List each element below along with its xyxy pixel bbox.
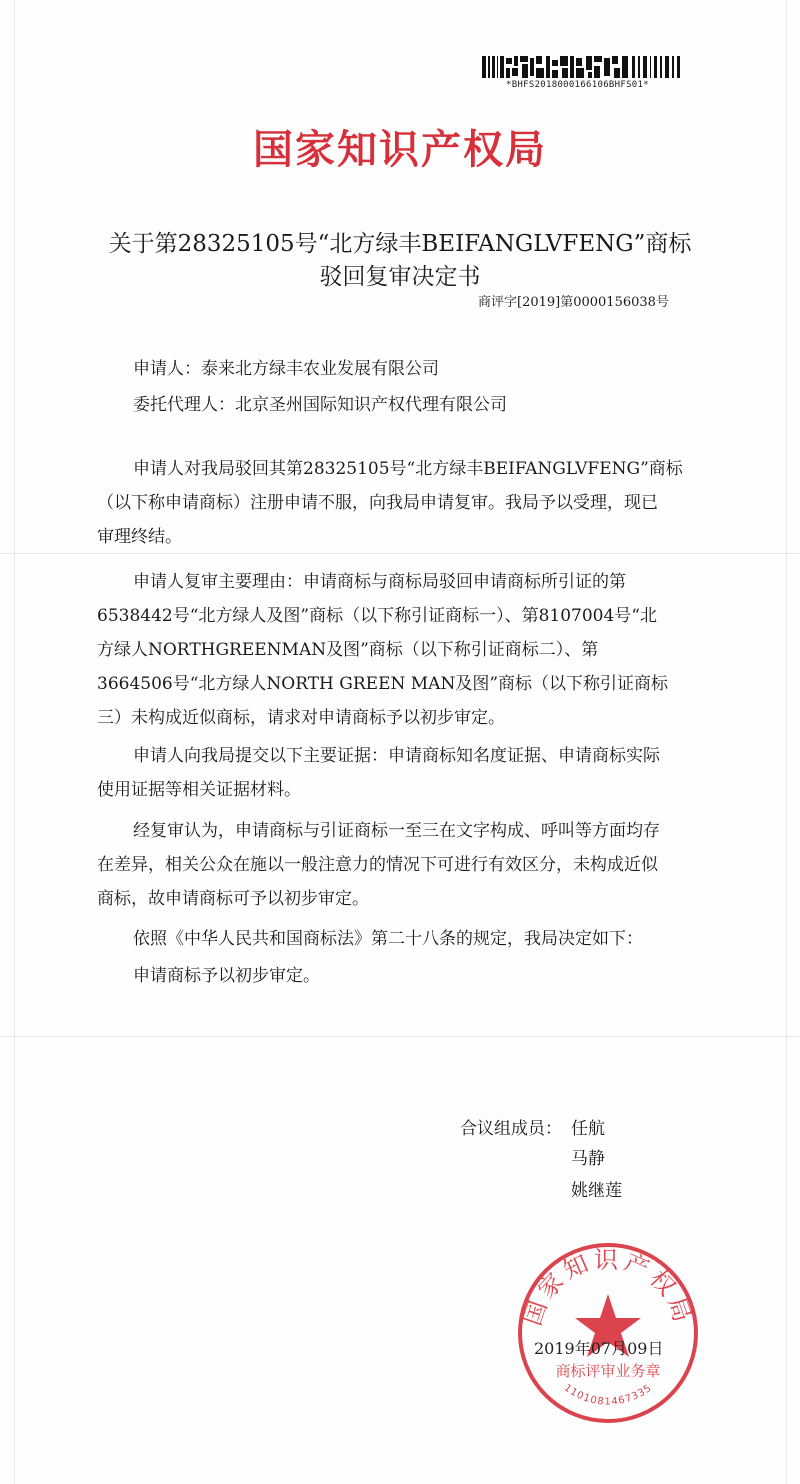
applicant-line: 申请人：泰来北方绿丰农业发展有限公司 (133, 359, 439, 379)
paragraph-line: 依照《中华人民共和国商标法》第二十八条的规定，我局决定如下： (133, 929, 643, 949)
svg-text:国家知识产权局: 国家知识产权局 (518, 1246, 698, 1330)
document-title-line2: 驳回复审决定书 (319, 264, 481, 290)
official-seal (513, 1238, 703, 1428)
agent-line: 委托代理人：北京圣州国际知识产权代理有限公司 (133, 395, 507, 415)
svg-text:商标评审业务章: 商标评审业务章 (555, 1362, 661, 1380)
paragraph-line: 商标，故申请商标可予以初步审定。 (97, 889, 369, 909)
paragraph-line: 申请人对我局驳回其第28325105号“北方绿丰BEIFANGLVFENG”商标 (133, 459, 683, 479)
paragraph-4 (97, 814, 660, 916)
panel-member: 姚继莲 (571, 1181, 622, 1201)
scan-edge-right (786, 0, 787, 1484)
barcode (482, 56, 682, 78)
paragraph-2 (97, 565, 668, 735)
paragraph-line: 申请人向我局提交以下主要证据：申请商标知名度证据、申请商标实际 (133, 746, 660, 766)
agency-name: 国家知识产权局 (253, 127, 547, 173)
paragraph-line: 申请人复审主要理由：申请商标与商标局驳回申请商标所引证的第 (133, 572, 626, 592)
panel-member: 任航 (571, 1119, 605, 1139)
paper-fold-line (0, 1036, 800, 1037)
paragraph-5 (97, 922, 643, 956)
paragraph-line: 申请商标予以初步审定。 (133, 966, 320, 986)
paragraph-line: （以下称申请商标）注册申请不服，向我局申请复审。我局予以受理，现已 (97, 493, 658, 513)
paragraph-line: 3664506号“北方绿人NORTH GREEN MAN及图”商标（以下称引证商标 (97, 674, 669, 694)
paragraph-6 (97, 959, 320, 993)
document-title-line1: 关于第28325105号“北方绿丰BEIFANGLVFENG”商标 (108, 231, 692, 257)
panel-label: 合议组成员： (460, 1119, 562, 1139)
paragraph-line: 使用证据等相关证据材料。 (97, 780, 301, 800)
decision-date: 2019年07月09日 (534, 1339, 664, 1358)
svg-text:1101081467335: 1101081467335 (561, 1382, 655, 1408)
scan-edge-left (14, 0, 15, 1484)
barcode-number: *BHFS2018000166106BHFS01* (506, 80, 649, 90)
paragraph-1 (97, 452, 683, 554)
paragraph-line: 三）未构成近似商标，请求对申请商标予以初步审定。 (97, 708, 505, 728)
paragraph-3 (97, 739, 660, 807)
paragraph-line: 在差异，相关公众在施以一般注意力的情况下可进行有效区分，未构成近似 (97, 855, 658, 875)
paragraph-line: 审理终结。 (97, 527, 182, 547)
panel-member: 马静 (571, 1149, 605, 1169)
paragraph-line: 6538442号“北方绿人及图”商标（以下称引证商标一）、第8107004号“北 (97, 606, 657, 626)
paragraph-line: 经复审认为，申请商标与引证商标一至三在文字构成、呼叫等方面均存 (133, 821, 660, 841)
paragraph-line: 方绿人NORTHGREENMAN及图”商标（以下称引证商标二）、第 (97, 640, 599, 660)
document-number: 商评字[2019]第0000156038号 (478, 295, 669, 310)
